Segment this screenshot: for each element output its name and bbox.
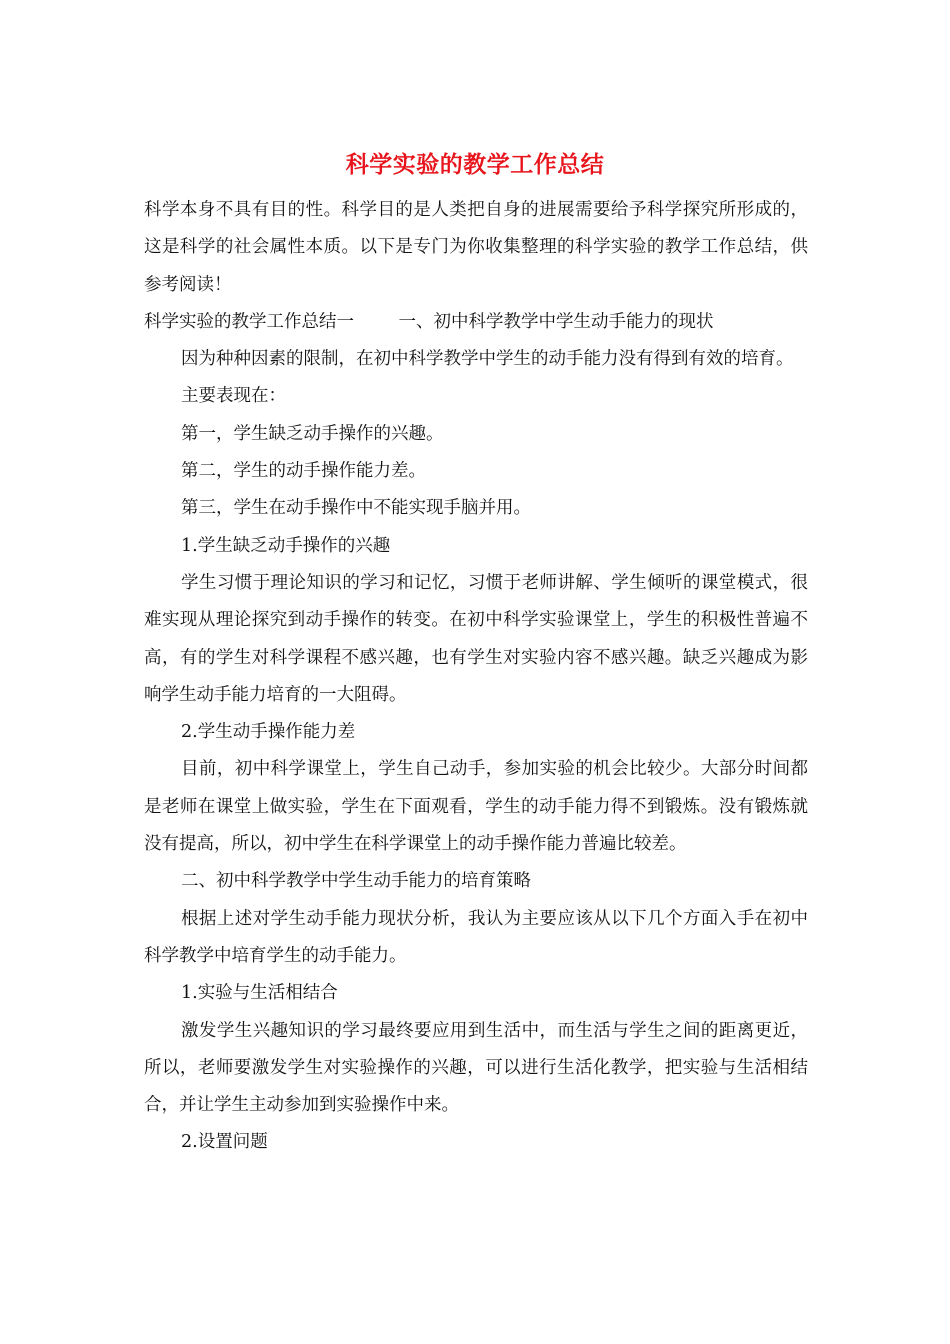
- paragraph: 根据上述对学生动手能力现状分析，我认为主要应该从以下几个方面入手在初中科学教学中培育学生的动手能力。: [144, 908, 808, 966]
- subheading: 1.实验与生活相结合: [181, 983, 338, 1004]
- intro-paragraph: 科学本身不具有目的性。科学目的是人类把自身的进展需要给予科学探究所形成的，这是科学的社会属性本质。以下是专门为你收集整理的科学实验的教学工作总结，供参考阅读！: [144, 200, 808, 295]
- paragraph: 学生习惯于理论知识的学习和记忆，习惯于老师讲解、学生倾听的课堂模式，很难实现从理论探究到动手操作的转变。在初中科学实验课堂上，学生的积极性普遍不高，有的学生对科学课程不感兴趣，也有学生对实验内容不感兴趣。缺乏兴趣成为影响学生动手能力培育的一大阻碍。: [144, 572, 808, 705]
- subheading: 2.设置问题: [181, 1132, 268, 1153]
- paragraph: 第三，学生在动手操作中不能实现手脑并用。: [181, 498, 531, 519]
- paragraph: 因为种种因素的限制，在初中科学教学中学生的动手能力没有得到有效的培育。: [181, 349, 794, 370]
- section-heading-left: 科学实验的教学工作总结一: [144, 311, 354, 332]
- section-heading-2: 二、初中科学教学中学生动手能力的培育策略: [181, 871, 531, 892]
- paragraph: 第二，学生的动手操作能力差。: [181, 461, 426, 482]
- paragraph: 第一，学生缺乏动手操作的兴趣。: [181, 423, 444, 444]
- subheading: 2.学生动手操作能力差: [181, 722, 356, 743]
- paragraph: 激发学生兴趣知识的学习最终要应用到生活中，而生活与学生之间的距离更近，所以，老师要激发学生对实验操作的兴趣，可以进行生活化教学，把实验与生活相结合，并让学生主动参加到实验操作中来。: [144, 1020, 808, 1116]
- document-title: 科学实验的教学工作总结: [345, 151, 605, 178]
- subheading: 1.学生缺乏动手操作的兴趣: [181, 535, 391, 556]
- paragraph: 主要表现在：: [181, 386, 286, 407]
- section-heading: [144, 304, 808, 341]
- paragraph: 目前，初中科学课堂上，学生自己动手，参加实验的机会比较少。大部分时间都是老师在课堂上做实验，学生在下面观看，学生的动手能力得不到锻炼。没有锻炼就没有提高，所以，初中学生在科学课堂上的动手操作能力普遍比较差。: [144, 759, 808, 855]
- section-heading-right: 一、初中科学教学中学生动手能力的现状: [398, 311, 714, 332]
- document-body: [144, 192, 808, 1162]
